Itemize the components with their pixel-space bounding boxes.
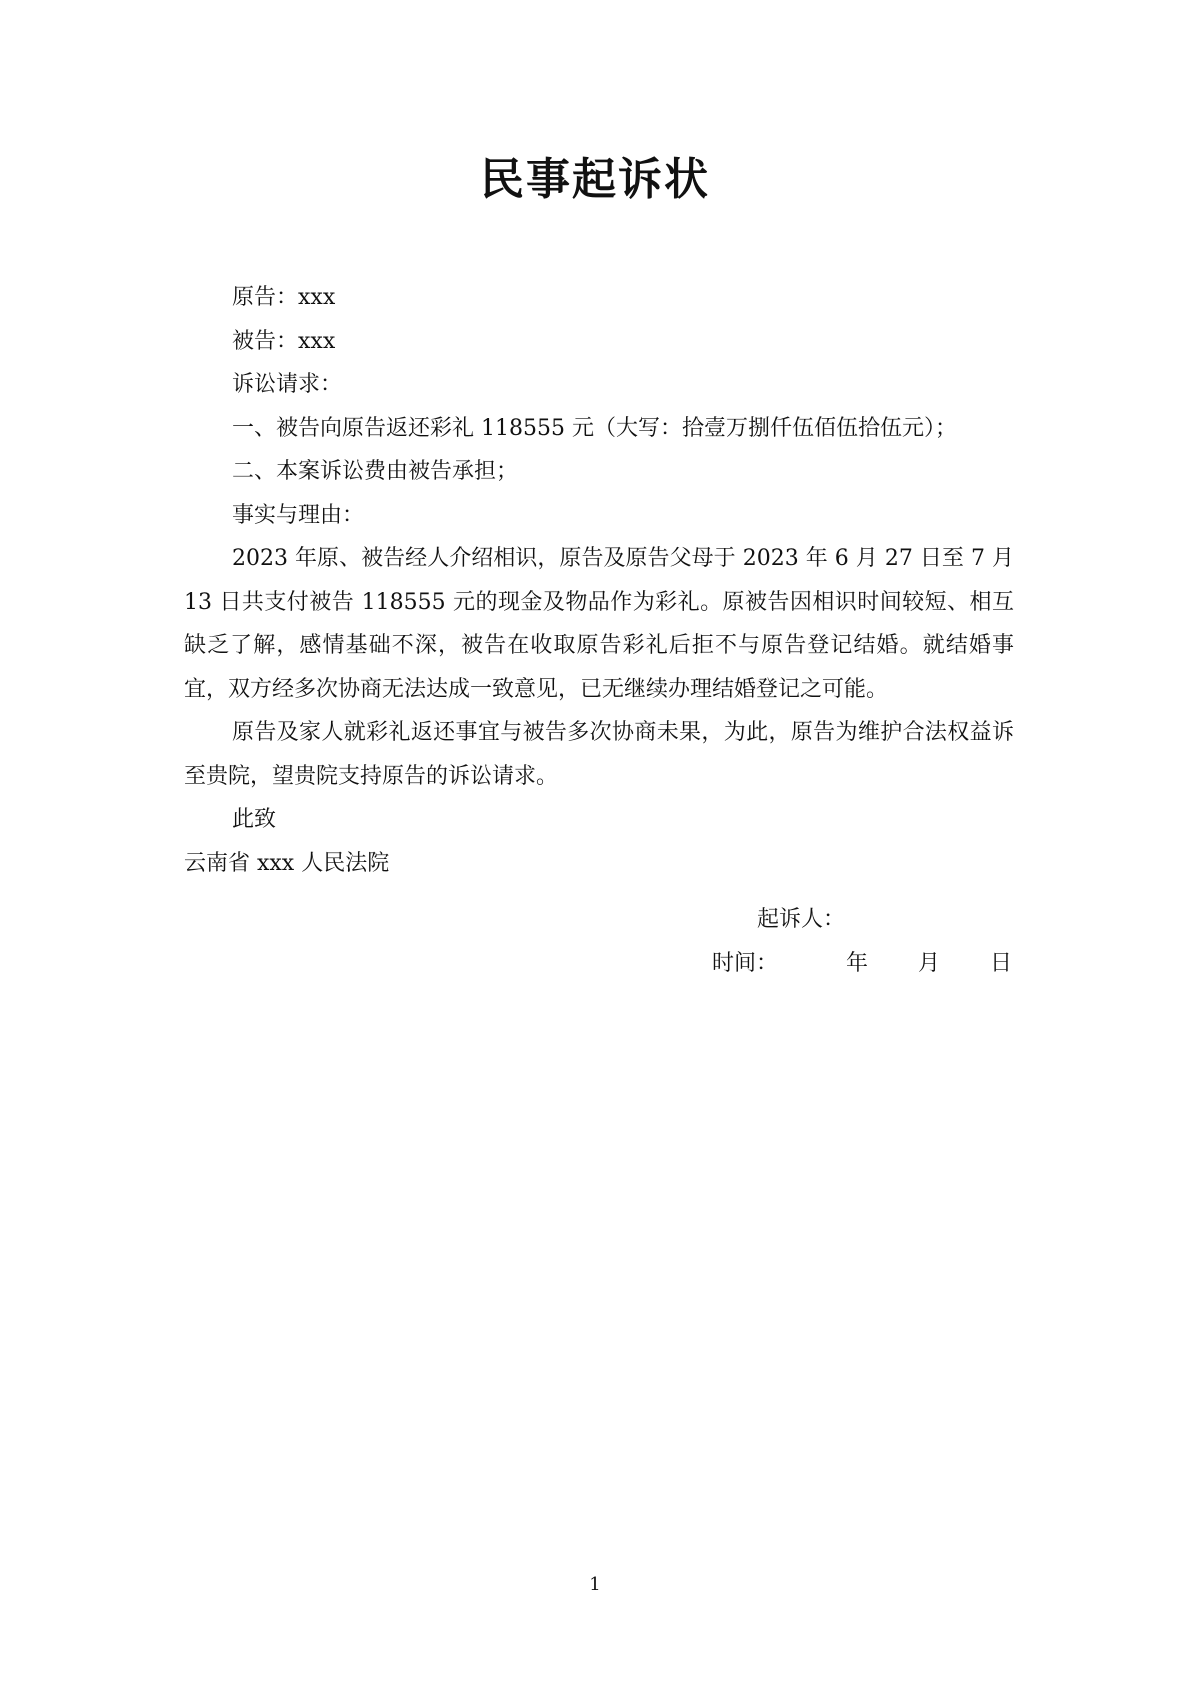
document-title: 民事起诉状 xyxy=(480,154,710,205)
document-body xyxy=(184,276,1014,885)
court-name: 云南省 xxx 人民法院 xyxy=(184,850,390,876)
defendant-line: 被告：xxx xyxy=(232,328,336,354)
plaintiff-line: 原告：xxx xyxy=(232,285,336,310)
month-label: 月 xyxy=(918,951,941,976)
claim-item-1: 一、被告向原告返还彩礼 118555 元（大写：拾壹万捌仟伍佰伍拾伍元）； xyxy=(232,415,957,441)
facts-paragraph-2: 原告及家人就彩礼返还事宜与被告多次协商未果，为此，原告为维护合法权益诉至贵院，望贵院支持原告的诉讼请求。 xyxy=(184,720,1014,789)
time-label: 时间： xyxy=(712,951,779,976)
claims-heading: 诉讼请求： xyxy=(232,372,343,397)
facts-heading: 事实与理由： xyxy=(232,502,365,528)
facts-paragraph-1: 2023 年原、被告经人介绍相识，原告及原告父母于 2023 年 6 月 27 日至 7 月 13 日共支付被告 118555 元的现金及物品作为彩礼。原被告因相识时间较短、相互缺乏了解，感情基础不深，被告在收取原告彩礼后拒不与原告登记结婚。就结婚事宜，双方经多次协商无法达成一致意见，已无继续办理结婚登记之可能。 xyxy=(184,546,1014,702)
signer-label: 起诉人： xyxy=(757,907,846,932)
day-label: 日 xyxy=(990,951,1013,976)
year-label: 年 xyxy=(846,951,869,976)
salutation: 此致 xyxy=(232,807,277,832)
page-number: 1 xyxy=(589,1574,601,1595)
claim-item-2: 二、本案诉讼费由被告承担； xyxy=(232,459,519,484)
